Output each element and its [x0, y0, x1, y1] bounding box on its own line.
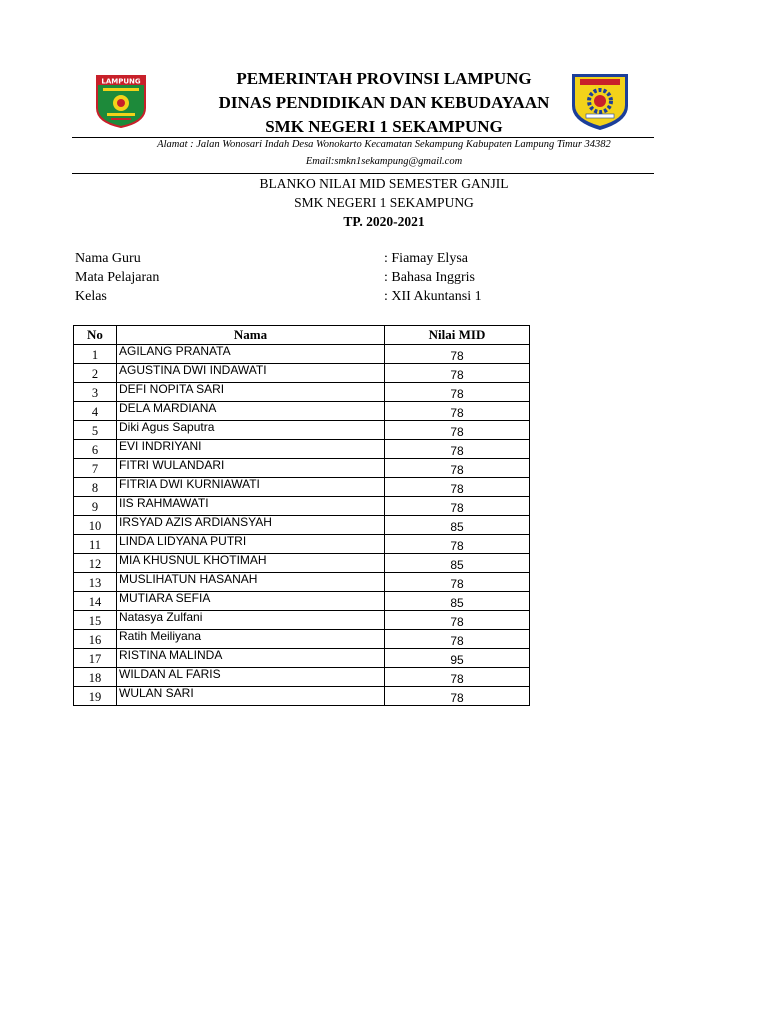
row-number: 5: [74, 421, 117, 440]
row-number: 14: [74, 592, 117, 611]
mid-score: 78: [385, 383, 530, 402]
table-row: [74, 592, 530, 611]
student-name: AGILANG PRANATA: [117, 345, 385, 364]
student-name: MUSLIHATUN HASANAH: [117, 573, 385, 592]
mid-score: 78: [385, 345, 530, 364]
teacher-value: : Fiamay Elysa: [384, 251, 468, 266]
row-number: 9: [74, 497, 117, 516]
header-top-divider: [72, 137, 654, 138]
student-name: WULAN SARI: [117, 687, 385, 706]
student-name: FITRI WULANDARI: [117, 459, 385, 478]
grades-table-body: [74, 345, 530, 706]
class-value: : XII Akuntansi 1: [384, 289, 482, 304]
row-number: 1: [74, 345, 117, 364]
row-number: 13: [74, 573, 117, 592]
kop-school: SMK NEGERI 1 SEKAMPUNG: [265, 117, 503, 136]
student-name: Diki Agus Saputra: [117, 421, 385, 440]
class-label: Kelas: [75, 289, 107, 304]
mid-score: 95: [385, 649, 530, 668]
mid-score: 78: [385, 421, 530, 440]
table-row: [74, 364, 530, 383]
mid-score: 78: [385, 687, 530, 706]
row-number: 3: [74, 383, 117, 402]
table-row: [74, 649, 530, 668]
school-email: Email:smkn1sekampung@gmail.com: [305, 156, 463, 167]
row-number: 7: [74, 459, 117, 478]
row-number: 2: [74, 364, 117, 383]
school-address: Alamat : Jalan Wonosari Indah Desa Wonokarto Kecamatan Sekampung Kabupaten Lampung Timur 34382: [157, 139, 611, 150]
student-name: Natasya Zulfani: [117, 611, 385, 630]
mid-score: 78: [385, 402, 530, 421]
table-row: [74, 668, 530, 687]
student-name: EVI INDRIYANI: [117, 440, 385, 459]
subject-label: Mata Pelajaran: [75, 270, 160, 285]
logo-text: LAMPUNG: [101, 77, 141, 86]
row-number: 12: [74, 554, 117, 573]
table-row: [74, 630, 530, 649]
mid-score: 78: [385, 459, 530, 478]
student-name: IIS RAHMAWATI: [117, 497, 385, 516]
subject-value: : Bahasa Inggris: [384, 270, 475, 285]
mid-score: 78: [385, 611, 530, 630]
mid-score: 78: [385, 478, 530, 497]
kop-province: PEMERINTAH PROVINSI LAMPUNG: [236, 69, 532, 88]
student-name: DELA MARDIANA: [117, 402, 385, 421]
table-row: [74, 345, 530, 364]
student-name: Ratih Meiliyana: [117, 630, 385, 649]
row-number: 19: [74, 687, 117, 706]
kop-agency: DINAS PENDIDIKAN DAN KEBUDAYAAN: [218, 93, 550, 112]
row-number: 16: [74, 630, 117, 649]
header-nama: Nama: [117, 326, 385, 345]
student-name: LINDA LIDYANA PUTRI: [117, 535, 385, 554]
mid-score: 85: [385, 554, 530, 573]
student-name: MIA KHUSNUL KHOTIMAH: [117, 554, 385, 573]
table-row: [74, 687, 530, 706]
mid-score: 85: [385, 592, 530, 611]
student-name: RISTINA MALINDA: [117, 649, 385, 668]
table-row: [74, 535, 530, 554]
row-number: 4: [74, 402, 117, 421]
teacher-label: Nama Guru: [75, 251, 141, 266]
student-name: WILDAN AL FARIS: [117, 668, 385, 687]
row-number: 10: [74, 516, 117, 535]
header-bottom-divider: [72, 173, 654, 174]
row-number: 8: [74, 478, 117, 497]
student-name: IRSYAD AZIS ARDIANSYAH: [117, 516, 385, 535]
row-number: 17: [74, 649, 117, 668]
table-row: [74, 459, 530, 478]
table-row: [74, 611, 530, 630]
row-number: 6: [74, 440, 117, 459]
mid-score: 85: [385, 516, 530, 535]
student-name: MUTIARA SEFIA: [117, 592, 385, 611]
table-row: [74, 554, 530, 573]
student-name: AGUSTINA DWI INDAWATI: [117, 364, 385, 383]
table-row: [74, 478, 530, 497]
mid-score: 78: [385, 497, 530, 516]
mid-score: 78: [385, 630, 530, 649]
table-row: [74, 440, 530, 459]
header-no: No: [74, 326, 117, 345]
grades-table: [73, 325, 530, 706]
table-row: [74, 497, 530, 516]
mid-score: 78: [385, 364, 530, 383]
header-nilai: Nilai MID: [385, 326, 530, 345]
row-number: 11: [74, 535, 117, 554]
table-row: [74, 383, 530, 402]
table-row: [74, 516, 530, 535]
table-row: [74, 573, 530, 592]
mid-score: 78: [385, 440, 530, 459]
student-name: DEFI NOPITA SARI: [117, 383, 385, 402]
row-number: 15: [74, 611, 117, 630]
table-row: [74, 421, 530, 440]
table-row: [74, 402, 530, 421]
form-year: TP. 2020-2021: [343, 214, 425, 229]
mid-score: 78: [385, 573, 530, 592]
mid-score: 78: [385, 535, 530, 554]
form-school: SMK NEGERI 1 SEKAMPUNG: [294, 195, 474, 210]
form-title: BLANKO NILAI MID SEMESTER GANJIL: [259, 176, 509, 191]
row-number: 18: [74, 668, 117, 687]
student-name: FITRIA DWI KURNIAWATI: [117, 478, 385, 497]
table-header-row: [74, 326, 530, 345]
mid-score: 78: [385, 668, 530, 687]
